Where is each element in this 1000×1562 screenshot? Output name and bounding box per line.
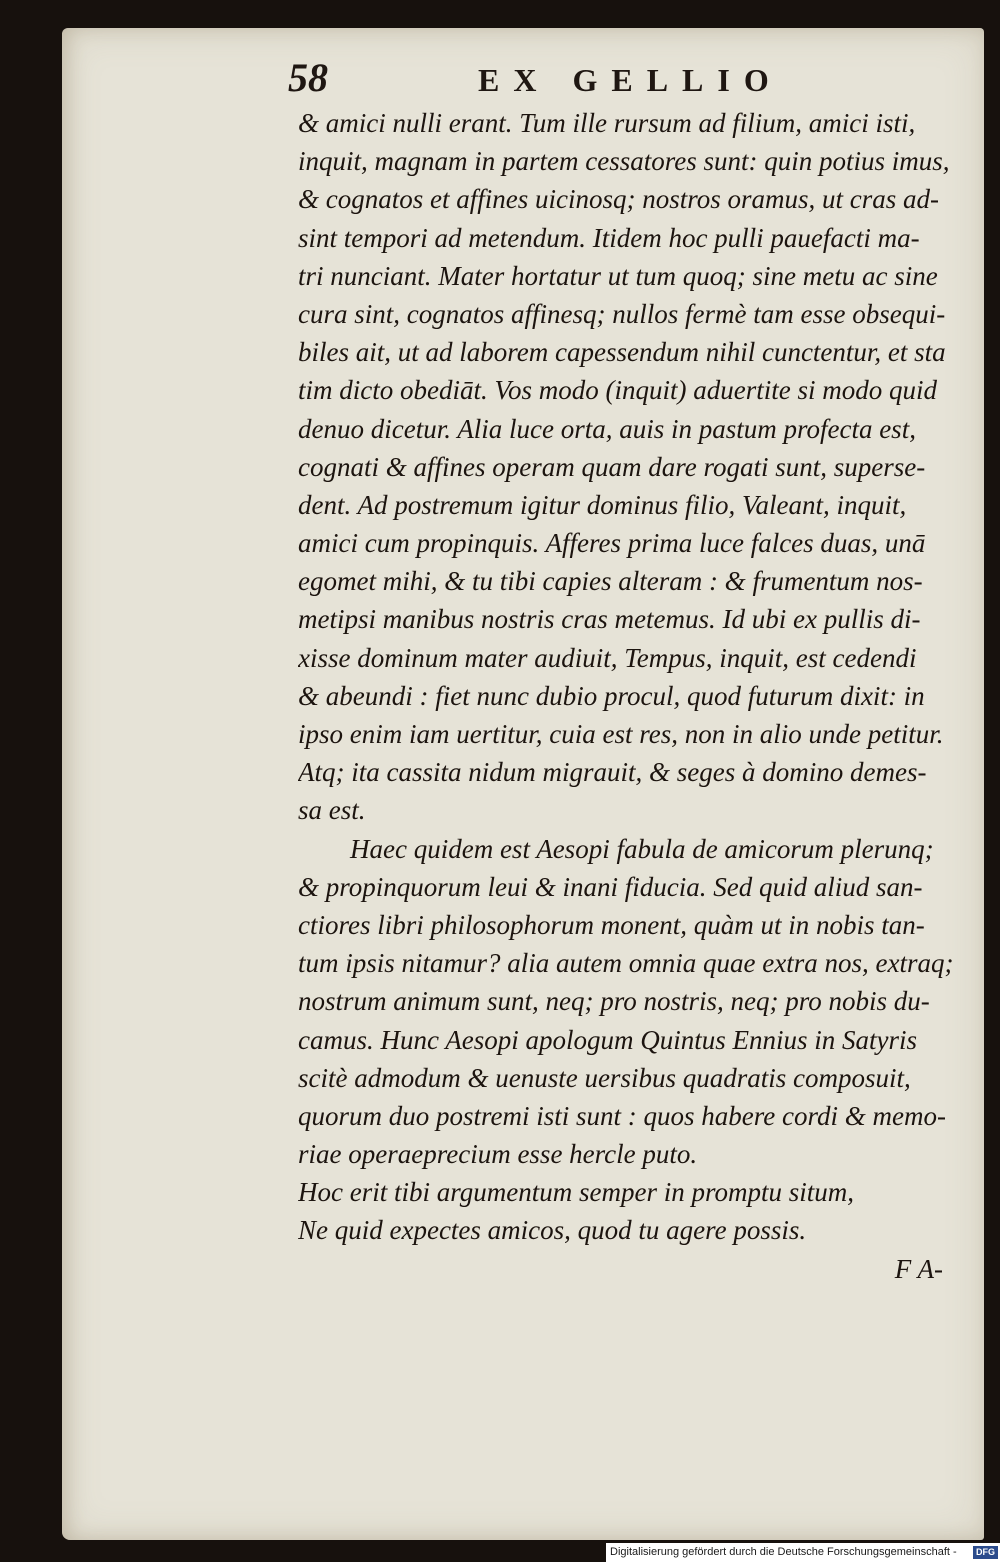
text-line: metipsi manibus nostris cras metemus. Id ubi ex pullis di- xyxy=(298,604,921,635)
text-line: tim dicto obediāt. Vos modo (inquit) aduertite si modo quid xyxy=(298,375,937,406)
text-line: quorum duo postremi isti sunt : quos habere cordi & memo- xyxy=(298,1100,946,1131)
running-head xyxy=(288,52,808,104)
dfg-logo-icon: DFG xyxy=(973,1546,998,1559)
text-line: Haec quidem est Aesopi fabula de amicorum plerunq; xyxy=(350,833,934,864)
text-line: amici cum propinquis. Afferes prima luce falces duas, unā xyxy=(298,528,926,559)
text-line: nostrum animum sunt, neq; pro nostris, neq; pro nobis du- xyxy=(298,986,930,1017)
text-line: & amici nulli erant. Tum ille rursum ad filium, amici isti, xyxy=(298,108,916,138)
catchword: F A- xyxy=(894,1253,943,1284)
verse-line: Ne quid expectes amicos, quod tu agere possis. xyxy=(298,1215,807,1246)
text-line: & abeundi : fiet nunc dubio procul, quod futurum dixit: in xyxy=(298,680,925,711)
text-line: biles ait, ut ad laborem capessendum nihil cunctentur, et sta xyxy=(298,337,946,368)
text-line: sa est. xyxy=(298,795,366,826)
text-line: sint tempori ad metendum. Itidem hoc pulli pauefacti ma- xyxy=(298,222,920,253)
text-line: tum ipsis nitamur? alia autem omnia quae extra nos, extraq; xyxy=(298,948,953,979)
text-line: ctiores libri philosophorum monent, quàm ut in nobis tan- xyxy=(298,909,925,940)
text-line: & cognatos et affines uicinosq; nostros oramus, ut cras ad- xyxy=(298,184,939,215)
verse-line: Hoc erit tibi argumentum semper in promptu situm, xyxy=(298,1177,854,1208)
text-line: Atq; ita cassita nidum migrauit, & seges à domino demes- xyxy=(298,757,927,788)
text-line: tri nunciant. Mater hortatur ut tum quoq; sine metu ac sine xyxy=(298,260,938,291)
text-line: ipso enim iam uertitur, cuia est res, non in alio unde petitur. xyxy=(298,719,944,749)
text-line: camus. Hunc Aesopi apologum Quintus Ennius in Satyris xyxy=(298,1024,917,1055)
text-line: xisse dominum mater audiuit, Tempus, inquit, est cedendi xyxy=(298,642,917,673)
text-line: scitè admodum & uenuste uersibus quadratis composuit, xyxy=(298,1062,911,1093)
digitization-credit-bar xyxy=(606,1543,1000,1562)
text-line: & propinquorum leui & inani fiducia. Sed quid aliud san- xyxy=(298,871,923,902)
text-line: egomet mihi, & tu tibi capies alteram : & frumentum nos- xyxy=(298,566,923,597)
text-line: denuo dicetur. Alia luce orta, auis in pastum profecta est, xyxy=(298,413,916,444)
text-line: cura sint, cognatos affinesq; nullos fermè tam esse obsequi- xyxy=(298,298,946,329)
text-line: cognati & affines operam quam dare rogati sunt, superse- xyxy=(298,451,926,482)
running-head-title: EX GELLIO xyxy=(478,62,783,98)
page-number: 58 xyxy=(288,55,328,100)
text-line: dent. Ad postremum igitur dominus filio, Valeant, inquit, xyxy=(298,489,907,520)
text-line: riae operaeprecium esse hercle puto. xyxy=(298,1139,698,1170)
body-text xyxy=(298,104,953,1288)
digitization-credit: Digitalisierung gefördert durch die Deutsche Forschungsgemeinschaft - xyxy=(610,1546,957,1558)
text-line: inquit, magnam in partem cessatores sunt: quin potius imus, xyxy=(298,146,950,177)
